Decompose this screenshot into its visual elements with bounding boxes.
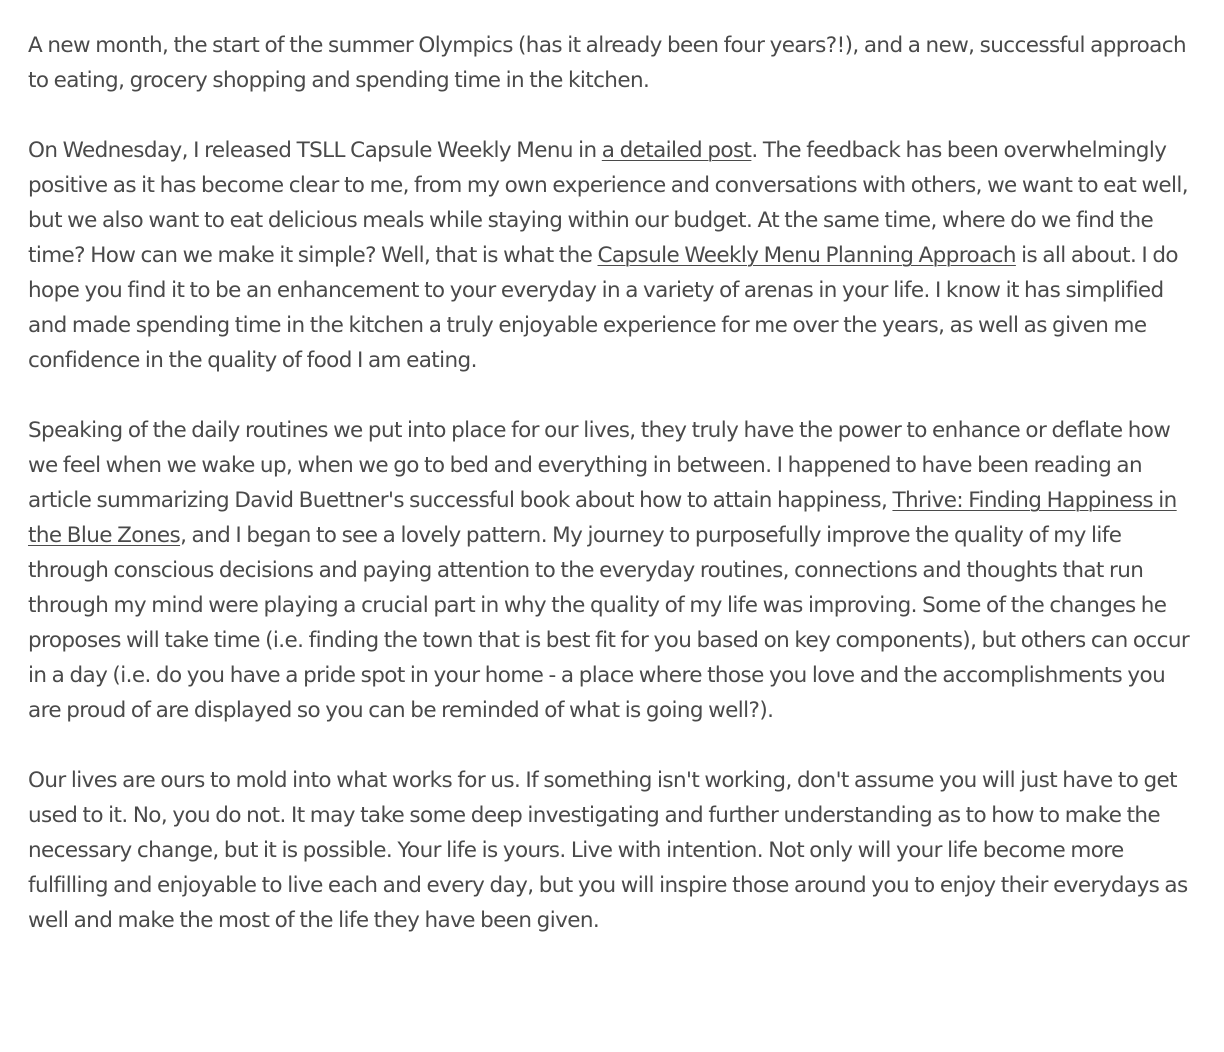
paragraph-capsule-menu-text-3: is all about. I do hope you find it to be an enhancement to your everyday in a variety of arenas in your life. I know it has simplified and made spending time in the kitchen a truly enjoyable experience for me over the years, as well as given me confidence in the quality of food I am eating. [28,243,1178,373]
paragraph-daily-routines-text-2: , and I began to see a lovely pattern. My journey to purposefully improve the quality of my life through conscious decisions and paying attention to the everyday routines, connections and thoughts that run through my mind were playing a crucial part in why the quality of my life was improving. Some of the changes he proposes will take time (i.e. finding the town that is best fit for you based on key components), but others can occur in a day (i.e. do you have a pride spot in your home - a place where those you love and the accomplishments you are proud of are displayed so you can be reminded of what is going well?). [28,523,1190,723]
detailed-post-link[interactable]: a detailed post [601,138,752,163]
thrive-book-link[interactable]: Thrive: Finding Happiness in the Blue Zones [28,488,1177,548]
paragraph-daily-routines [28,413,1200,728]
capsule-weekly-menu-link[interactable]: Capsule Weekly Menu Planning Approach [597,243,1016,268]
paragraph-capsule-menu [28,133,1200,378]
paragraph-daily-routines-text-1: Speaking of the daily routines we put into place for our lives, they truly have the power to enhance or deflate how we feel when we wake up, when we go to bed and everything in between. I happened to have been reading an article summarizing David Buettner's successful book about how to attain happiness, [28,418,1171,513]
paragraph-capsule-menu-text-1: On Wednesday, I released TSLL Capsule Weekly Menu in [28,138,602,163]
paragraph-intro-text: A new month, the start of the summer Olympics (has it already been four years?!), and a new, successful approach to eating, grocery shopping and spending time in the kitchen. [28,33,1186,93]
paragraph-intro [28,28,1200,98]
paragraph-closing [28,763,1200,938]
paragraph-closing-text: Our lives are ours to mold into what works for us. If something isn't working, don't assume you will just have to get used to it. No, you do not. It may take some deep investigating and further understanding as to how to make the necessary change, but it is possible. Your life is yours. Live with intention. Not only will your life become more fulfilling and enjoyable to live each and every day, but you will inspire those around you to enjoy their everydays as well and make the most of the life they have been given. [28,768,1188,933]
paragraph-capsule-menu-text-2: . The feedback has been overwhelmingly positive as it has become clear to me, from my own experience and conversations with others, we want to eat well, but we also want to eat delicious meals while staying within our budget. At the same time, where do we find the time? How can we make it simple? Well, that is what the [28,138,1189,268]
article-body [28,28,1200,973]
